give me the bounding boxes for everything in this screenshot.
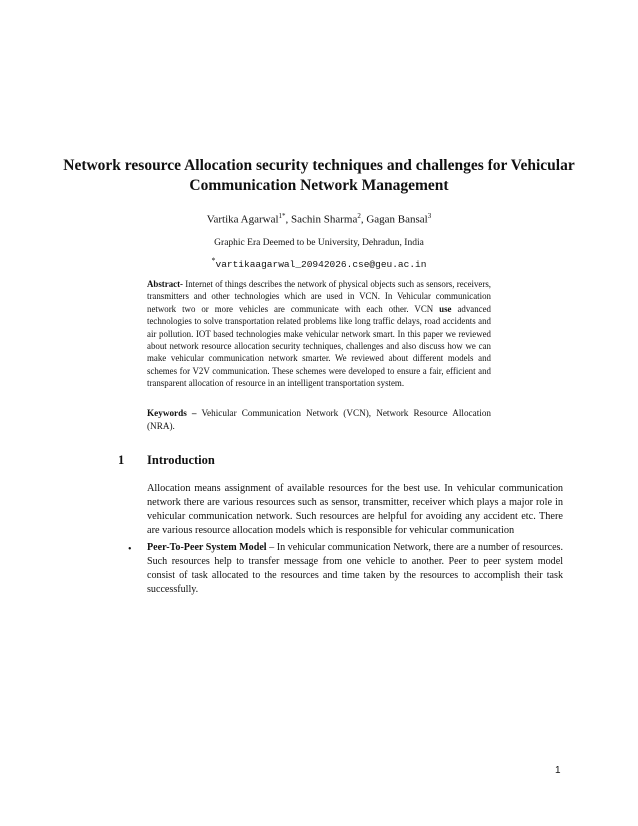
title-line-1: Network resource Allocation security techniques and challenges for Vehicular — [63, 157, 575, 174]
paper-title — [60, 156, 578, 196]
keywords — [147, 407, 491, 433]
author-name: Vartika Agarwal — [206, 213, 279, 226]
email-address[interactable]: vartikaagarwal_20942026.cse@geu.ac.in — [215, 259, 427, 271]
email-mark: * — [211, 256, 216, 265]
author-name: Sachin Sharma — [291, 213, 358, 226]
bullet-label: Peer-To-Peer System Model — [147, 542, 267, 553]
email-line — [0, 256, 638, 270]
abstract-label: Abstract- — [147, 279, 183, 289]
title-line-2: Communication Network Management — [189, 177, 449, 194]
section-title: Introduction — [147, 453, 215, 467]
page-number: 1 — [555, 765, 561, 776]
author-mark: 3 — [427, 212, 432, 220]
abstract-text-1: Internet of things describes the network of physical objects such as sensors, receivers, transmitters and other technologies which are used in VCN. In Vehicular communication network two or more vehicles are communicate with each other. VCN — [147, 279, 491, 314]
bullet-body: – In vehicular communication Network, there are a number of resources. Such resources help to transfer message from one vehicle to another. Peer to peer system model consist of task allocated to the resources and time taken by the resources to accomplish their task successfully. — [147, 542, 564, 595]
author-separator: , — [360, 213, 367, 226]
section-number: 1 — [118, 453, 125, 467]
author-mark: 1* — [278, 212, 286, 220]
author-name: Gagan Bansal — [366, 213, 428, 226]
author-mark: 2 — [357, 212, 361, 220]
abstract — [147, 278, 491, 390]
keywords-label: Keywords – — [147, 408, 197, 418]
bullet-item — [147, 541, 563, 597]
affiliation: Graphic Era Deemed to be University, Dehradun, India — [214, 238, 424, 248]
author-separator: , — [285, 213, 292, 226]
intro-paragraph: Allocation means assignment of available resources for the best use. In vehicular communication network there are various resources such as sensor, transmitter, receiver which plays a major role in vehicular communication network. Such resources are helpful for avoiding any accident etc. There are various resource allocation models which is responsible for vehicular communication — [147, 483, 563, 536]
abstract-text-2: advanced technologies to solve transportation related problems like long traffic delays, road accidents and air pollution. IOT based technologies make vehicular network smart. In this paper we reviewed about network resource allocation security techniques, challenges and also discuss how we can make vehicular communication network smarter. We reviewed about different models and schemes for V2V communication. These schemes were developed to ensure a fair, efficient and transparent allocation of resource in an intelligent transportation system. — [147, 303, 491, 389]
bullet-icon: • — [128, 544, 132, 555]
abstract-bold-word: use — [439, 303, 452, 314]
keywords-text: Vehicular Communication Network (VCN), Network Resource Allocation (NRA). — [147, 408, 492, 431]
author-list — [0, 212, 638, 226]
